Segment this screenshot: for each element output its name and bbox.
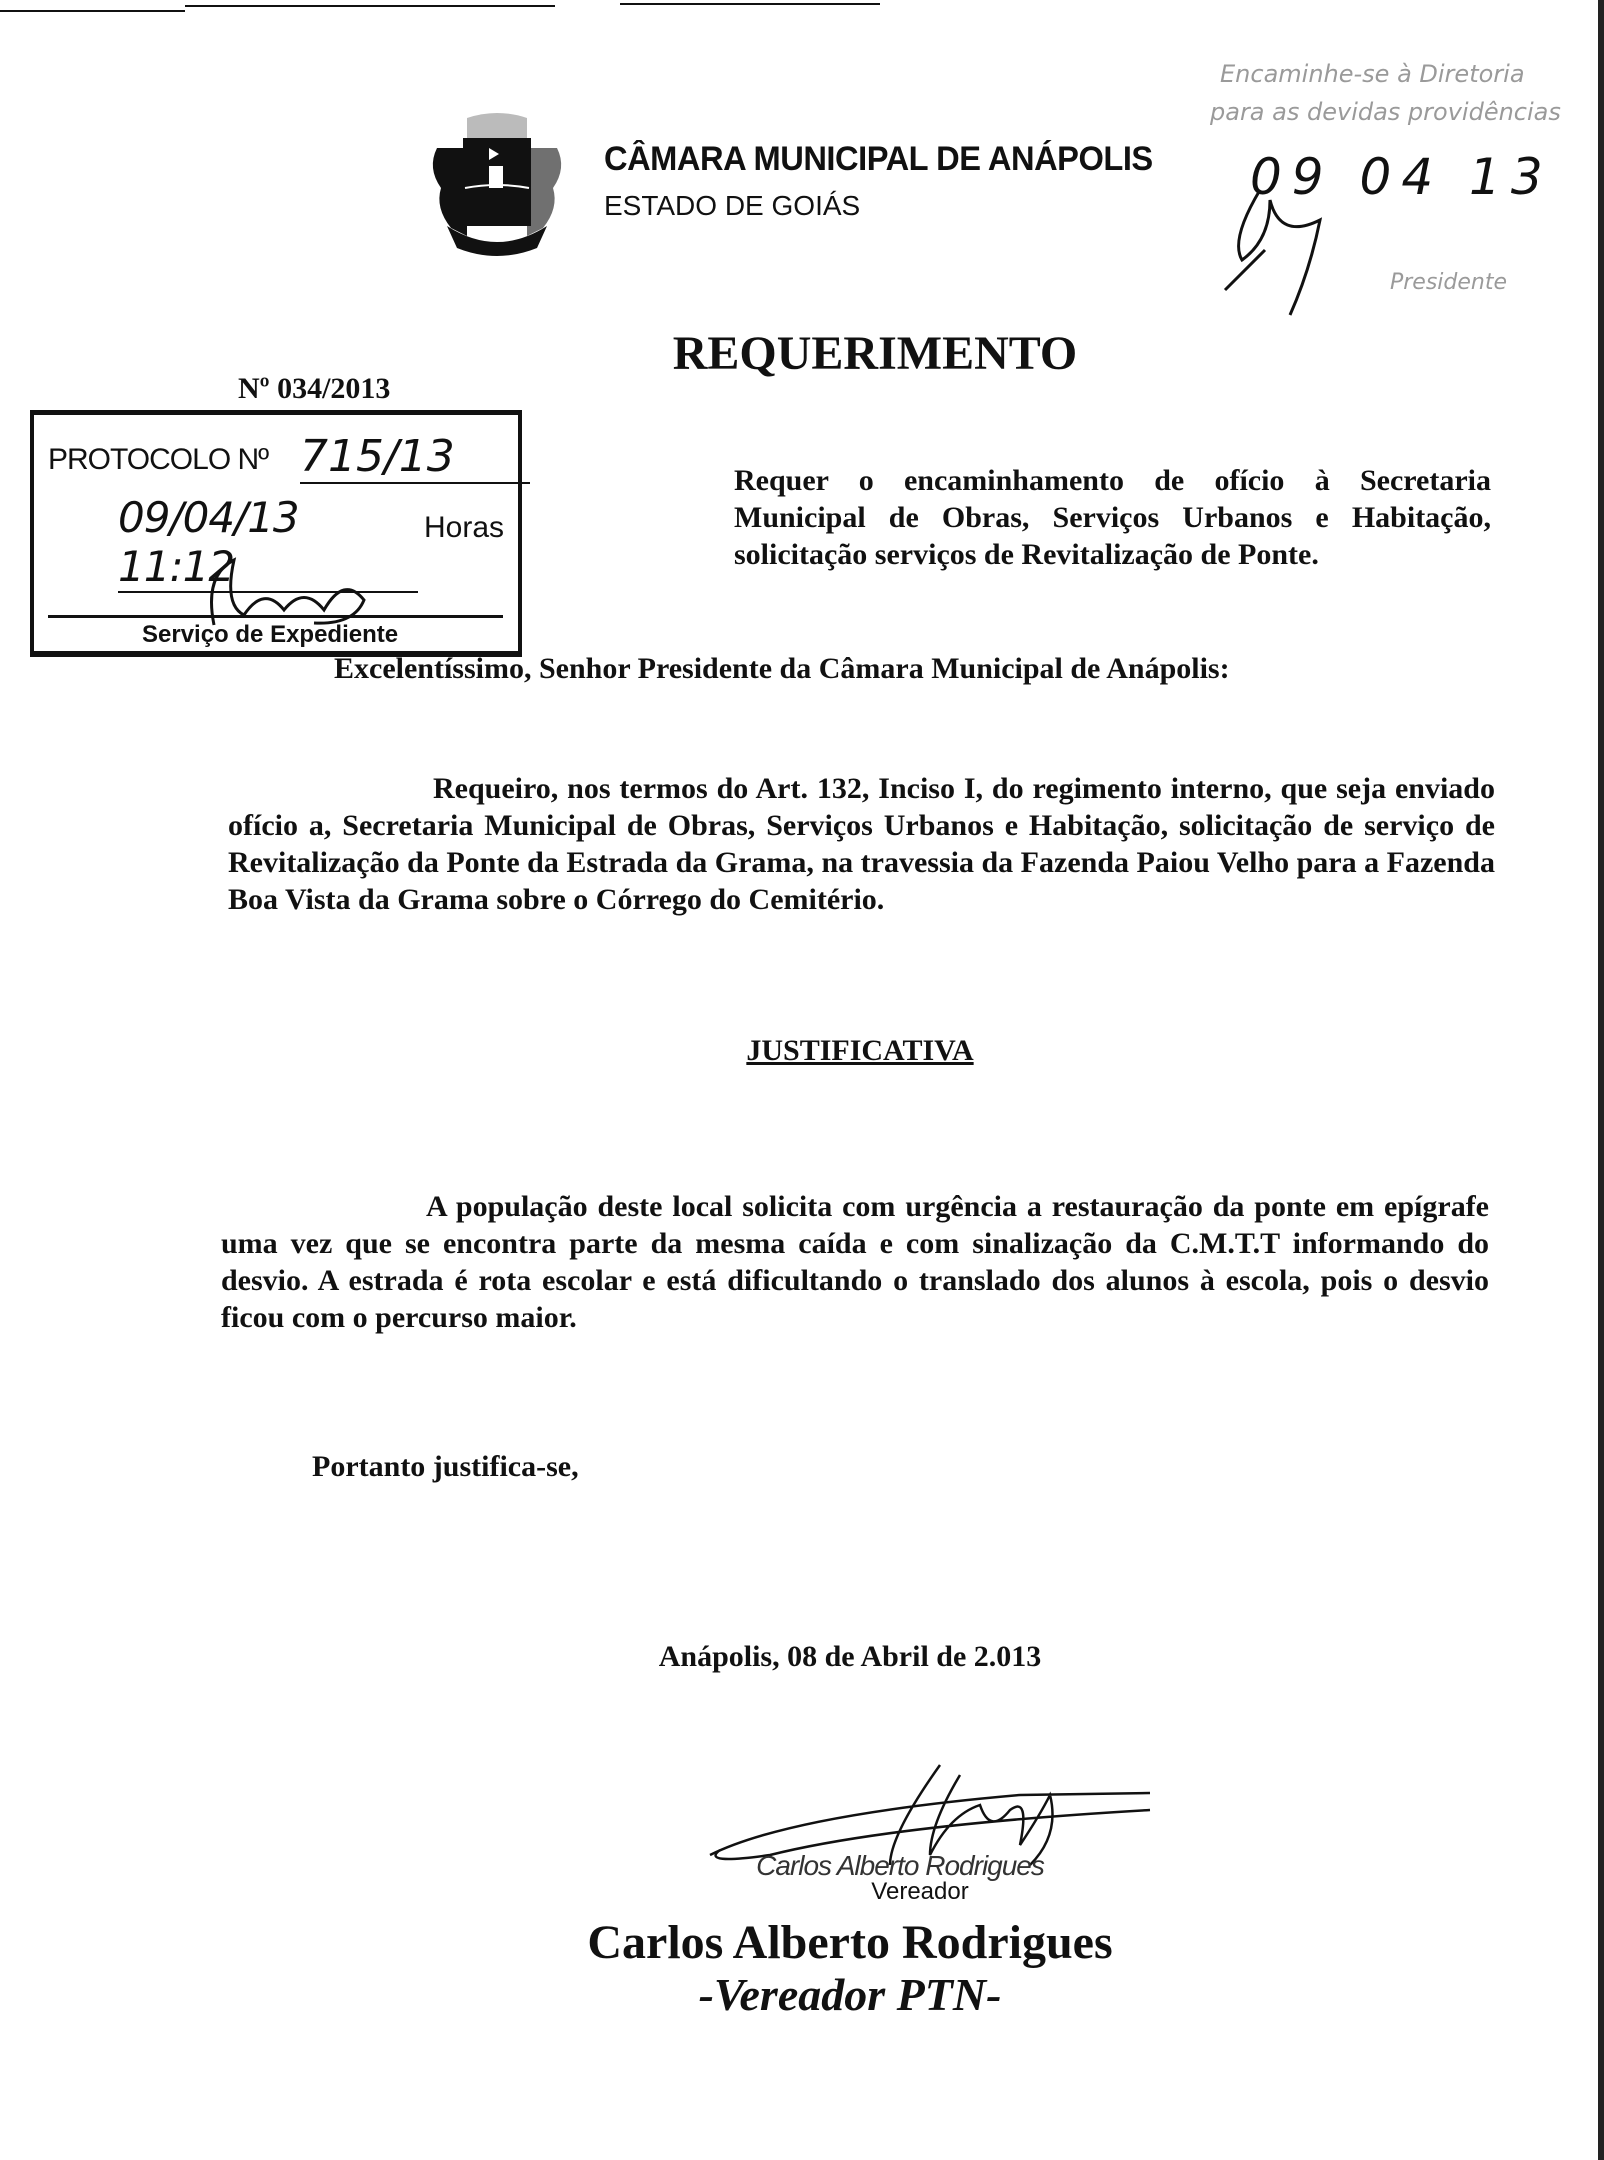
scan-artifact-line: [185, 5, 555, 7]
request-paragraph: Requeiro, nos termos do Art. 132, Inciso I, do regimento interno, que seja enviado ofício a, Secretaria Municipal de Obras, Serviços Urbanos e Habitação, solicitação de serviço de Revitalização da Ponte da Estrada da Grama, na travessia da Fazenda Paiou Velho para a Fazenda Boa Vista da Grama sobre o Córrego do Cemitério.: [228, 772, 1495, 916]
dispatch-date: 09 04 13: [1250, 148, 1553, 206]
signer-name: Carlos Alberto Rodrigues: [587, 1916, 1113, 1969]
signature-printed-name: Carlos Alberto Rodrigues: [756, 1850, 1044, 1881]
stamp-signature-line: [48, 615, 503, 618]
protocol-number: 715/13: [300, 431, 530, 484]
salutation: Excelentíssimo, Senhor Presidente da Câmara Municipal de Anápolis:: [334, 652, 1230, 685]
dispatch-signature: [1220, 180, 1350, 320]
hours-label: Horas: [424, 511, 505, 544]
dispatch-line-1: Encaminhe-se à Diretoria: [1220, 60, 1525, 88]
document-number: Nº 034/2013: [238, 372, 391, 405]
scan-artifact-line: [620, 3, 880, 5]
document-title: REQUERIMENTO: [672, 327, 1078, 380]
request-summary: Requer o encaminhamento de ofício à Secretaria Municipal de Obras, Serviços Urbanos e Habitação, solicitação serviços de Revitalização de Ponte.: [734, 464, 1491, 571]
place-date: Anápolis, 08 de Abril de 2.013: [658, 1640, 1042, 1673]
protocol-datetime: 09/04/13 11:12: [118, 493, 418, 593]
dispatch-line-2: para as devidas providências: [1210, 98, 1561, 126]
signature-printed-role: Vereador: [871, 1878, 969, 1905]
protocol-label: PROTOCOLO Nº: [48, 443, 269, 476]
justification-heading: JUSTIFICATIVA: [746, 1034, 974, 1067]
organization-name: CÂMARA MUNICIPAL DE ANÁPOLIS: [604, 140, 1153, 178]
organization-state: ESTADO DE GOIÁS: [604, 190, 861, 221]
scan-artifact-line: [0, 10, 185, 12]
closing-line: Portanto justifica-se,: [312, 1450, 579, 1483]
dispatch-note: [1190, 40, 1570, 320]
protocol-stamp: [30, 410, 522, 657]
department-label: Serviço de Expediente: [142, 621, 399, 648]
dispatch-footer: Presidente: [1390, 270, 1508, 295]
justification-paragraph: A população deste local solicita com urgência a restauração da ponte em epígrafe uma vez que se encontra parte da mesma caída e com sinalização da C.M.T.T informando do desvio. A estrada é rota escolar e está dificultando o translado dos alunos à escola, pois o desvio ficou com o percurso maior.: [221, 1190, 1489, 1334]
signer-title: -Vereador PTN-: [698, 1969, 1002, 2020]
scan-edge: [1598, 0, 1604, 2160]
coat-of-arms-icon: [427, 108, 567, 258]
